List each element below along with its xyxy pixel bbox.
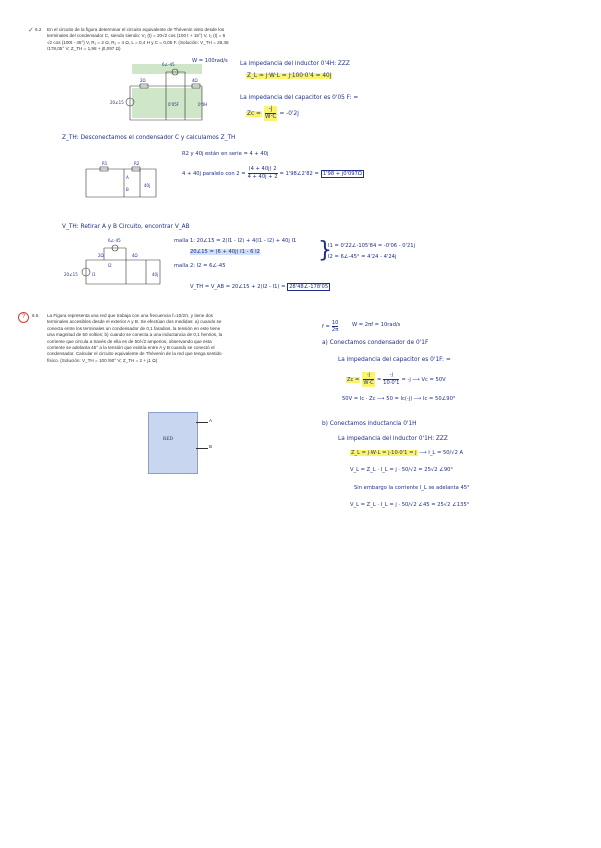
part-b-vl-2: V_L = Z_L · I_L = j · 50/√2 ∠45 = 25√2 ∠135° (350, 502, 470, 508)
part-a-cap-title: La impedancia del capacitor es 0'1F: = (338, 357, 451, 363)
mesh1-simplified: 20∠15 = (6 + 40j) I1 - 6 I2 (190, 249, 260, 255)
vth-equation: V_TH = V_AB = 20∠15 + 2(I2 - I1) = 28'48∠-178'05 (190, 284, 329, 290)
label-src-top: 6∠-45 (108, 238, 121, 243)
zth-line1: R2 y 40j están en serie = 4 + 40j (182, 151, 269, 157)
circuit-diagram-2 (82, 157, 166, 203)
label-l: 40j (152, 272, 159, 277)
problem-statement: La Figura representa una red que trabaja con una frecuencia f=10/2π, y tiene dos terminales accesibles desde el exterior A y B. Se efectúan dos medidas: a) cuando se conecta entre los terminales un condensador de 0,1 faradios, la tensión en este tiene una magnitud de 50 voltios; b) cuando se conecta a una inductancia de 0,1 henrios, la corriente que circula a través de ella es de 50/√2 amperios, observando que esta corriente se adelanta 45° a la tensión que existía entre A y B cuando se conectó el condensador. Calcular el circuito equivalente de Thévenin de la red que tenga sentido físico. (Solución: V_TH = 100 /90° V; Z_TH = 2 + j1 Ω) (47, 313, 223, 363)
part-b-ind-title: La impedancia del inductor 0'1H: ZZZ (338, 436, 448, 442)
problem-statement: En el circuito de la figura determinar el circuito equivalente de Thévenin visto desde los terminales del condensador C, siendo siendo: V₁ (t) = 20√2 cos (100 t + 15°) V, I₂ (t) = 6 √2 cos (100t - 45°) V, R₁ = 2 Ω, R₂ = 4 Ω, L = 0,4 H y C = 0,05 F. (Solución: V_TH = 28,48 /178,05° V; Z_TH = 1,98 + j0,097 Ω) (47, 27, 229, 52)
terminal-b: B (209, 444, 213, 449)
part-b-vl-1: V_L = Z_L · I_L = j · 50/√2 = 25√2 ∠90° (350, 467, 454, 473)
part-b-title: b) Conectamos inductancia 0'1H (322, 421, 417, 427)
label-l: 0'4H (198, 102, 208, 107)
label-r1: 2Ω (140, 78, 146, 83)
wire-a (196, 422, 208, 423)
part-b-note: Sin embargo la corriente I_L se adelanta 45° (354, 485, 470, 491)
zth-line2: 4 + 40j paralelo con 2 = $\frac{(4 + 40j) 2}{4 + 40j + 2}$ = 1'98∠2'82 = 1'98 + j0'097Ω (182, 166, 362, 180)
vth-result: 28'48∠-178'05 (289, 284, 329, 290)
label-i2: I2 (108, 263, 112, 268)
mesh1-equation: malla 1: 20∠15 = 2(I1 - I2) + 4(I1 - I2) + 40j I1 (174, 238, 297, 244)
problem-number: 6.2 (35, 27, 42, 32)
label-r2: R2 (134, 161, 140, 166)
label-r1: 2Ω (98, 253, 104, 258)
network-label: RED (163, 437, 173, 442)
inductor-title: La impedancia del inductor 0'4H: ZZZ (240, 61, 350, 67)
label-src-top: 6∠-45 (162, 62, 175, 67)
label-c: 0'05F (168, 102, 180, 107)
label-b: B (126, 187, 129, 192)
vth-title: V_TH: Retirar A y B Circuito, encontrar V_AB (62, 224, 190, 230)
brace: } (318, 238, 332, 263)
label-r1: R1 (102, 161, 108, 166)
check-mark: ✓ (28, 27, 34, 34)
frequency-eq: f = $\frac{10}{2\pi}$ (322, 320, 339, 333)
terminal-a: A (209, 418, 213, 423)
solution-i2: I2 = 6∠-45° = 4'24 - 4'24j (328, 254, 397, 260)
zth-title: Z_TH: Desconectamos el condensador C y calculamos Z_TH (62, 135, 236, 141)
omega-note: W = 100rad/s (192, 58, 228, 64)
part-a-cap-equation: Zc = $\frac{-j}{W\cdot C}$ = $\frac{-j}{10\cdot 0'1}$ = -j ⟶ Vc = 50V (347, 372, 446, 386)
circuit-diagram-1 (110, 58, 225, 128)
part-b-ind-equation: Z_L = j·W·L = j·10·0'1 = j ⟶ I_L = 50/√2 A (351, 450, 464, 456)
label-src-left: 20∠15 (110, 100, 124, 105)
label-r2: 4Ω (192, 78, 198, 83)
zth-result: 1'98 + j0'097Ω (322, 170, 362, 177)
circuit-diagram-3 (64, 236, 174, 290)
part-a-equation-2: 50V = Ic · Zc ⟶ 50 = Ic(-j) ⟶ Ic = 50∠90° (342, 396, 456, 402)
label-l: 40j (144, 183, 151, 188)
omega-eq: W = 2πf = 10rad/s (352, 322, 401, 328)
mesh2-equation: malla 2: I2 = 6∠-45 (174, 263, 226, 269)
capacitor-title: La impedancia del capacitor es 0'05 F: = (240, 95, 359, 101)
solution-i1: I1 = 0'22∠-105'84 = -0'06 - 0'21j (328, 243, 416, 249)
network-box (148, 412, 198, 474)
label-src-left: 20∠15 (64, 272, 78, 277)
question-mark: ? (18, 312, 29, 323)
label-a: A (126, 175, 129, 180)
capacitor-equation: Zc = $\frac{-j}{W\cdot C}$ = -0'2j (247, 106, 299, 120)
part-a-title: a) Conectamos condensador de 0'1F (322, 340, 429, 346)
label-r2: 4Ω (132, 253, 138, 258)
wire-b (196, 448, 208, 449)
problem-number: 6.5 (32, 313, 39, 318)
inductor-equation: Z_L = j·W·L = j·100·0'4 = 40j (247, 73, 332, 79)
label-i1: I1 (92, 272, 96, 277)
